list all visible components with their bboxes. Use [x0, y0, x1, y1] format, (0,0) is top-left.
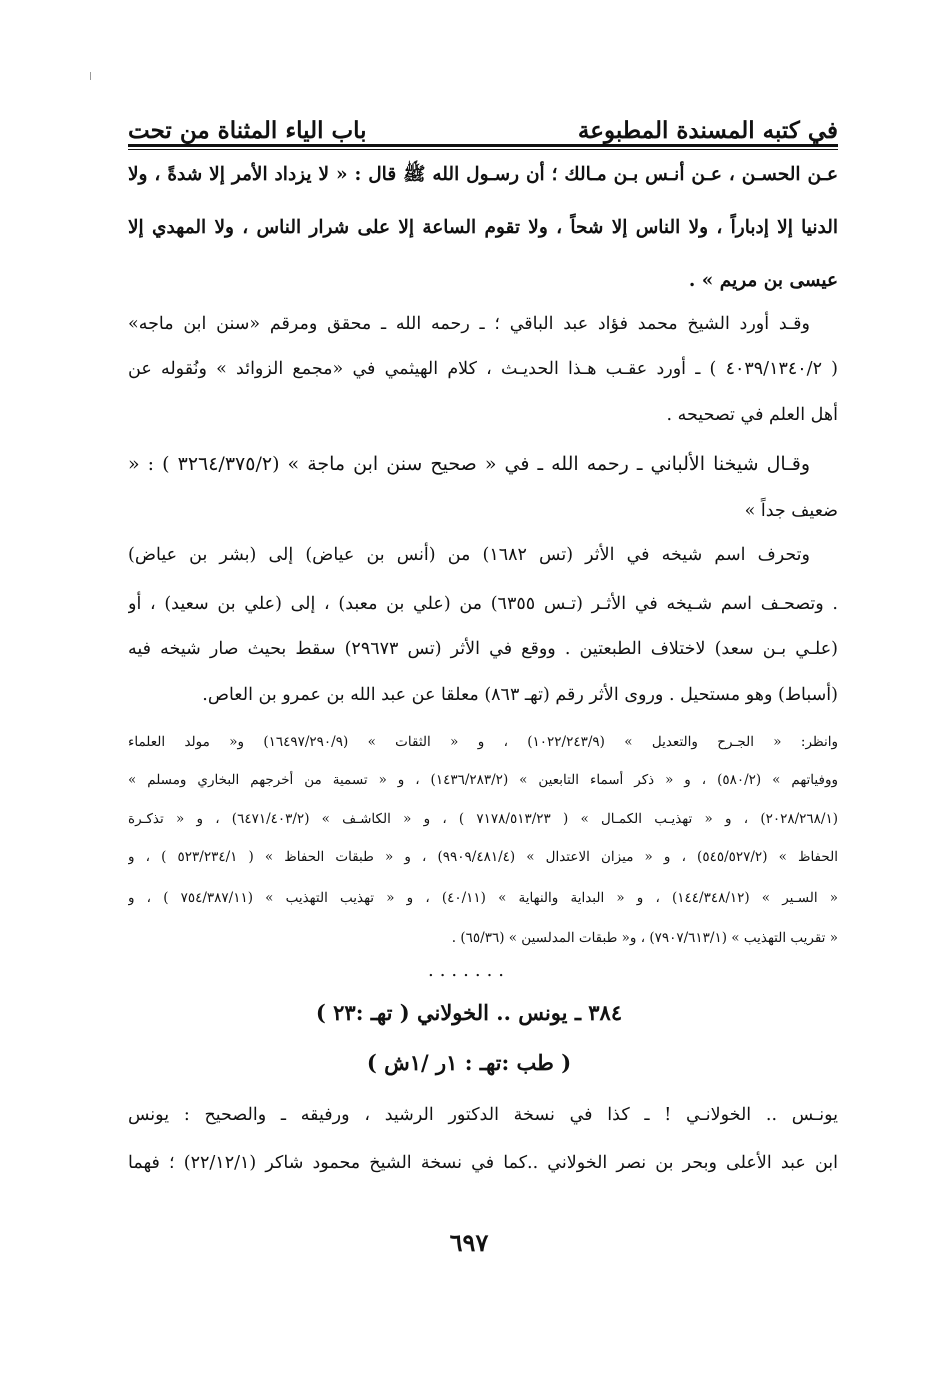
header-rule-thick: [128, 144, 838, 147]
footnote-line: (٢٠٢٨/٢٦٨/١) ، و « تهذيـب الكمـال » ( ٧١٧٨/٥١٣/٢٣ ) ، و « الكاشـف » (٦٤٧١/٤٠٣/٢) ، و « تذكـرة: [128, 811, 838, 827]
entry-line: يونـس .. الخولانـي ! ـ كذا في نسخة الدكتور الرشيد ، ورفيقه ـ والصحيح : يونس: [128, 1105, 838, 1125]
header-right-title: في كتبه المسندة المطبوعة: [577, 117, 838, 144]
body-line: عـن الحسـن ، عـن أنـس بـن مـالك ؛ أن رسـول الله ﷺ قال : « لا يزداد الأمر إلا شدةً ، ولا: [128, 164, 838, 185]
scan-mark: [90, 72, 91, 80]
body-line: ( ٤٠٣٩/١٣٤٠/٢ ) ـ أورد عقـب هـذا الحديـث ، كلام الهيثمي في «مجمع الزوائد » ونُقوله عن: [128, 359, 838, 379]
body-line: . وتصحـف اسم شـيخه في الأثـر (تـس ٦٣٥٥) من (علي بن معبد) ، إلى (علي بن سعيد) ، أو: [128, 594, 838, 614]
body-line: وقـال شيخنا الألباني ـ رحمه الله ـ في « صحيح سنن ابن ماجة » (٣٢٦٤/٣٧٥/٢ ) : «: [128, 453, 810, 475]
body-line: أهل العلم في تصحيحه .: [666, 405, 838, 425]
footnote-line: ووفياتهم » (٥٨٠/٢) ، و « ذكر أسماء التابعين » (١٤٣٦/٢٨٣/٢) ، و « تسمية من أخرجهم البخاري ومسلم »: [128, 772, 838, 788]
body-line: وتحرف اسم شيخه في الأثر (تس ١٦٨٢) من (أنس بن عياض) إلى (بشر بن عياض): [128, 545, 810, 565]
body-line: عيسى بن مريم » .: [688, 270, 838, 291]
running-header: [128, 96, 838, 144]
footnote-line: « السـير » (١٤٤/٣٤٨/١٢) ، و « البداية والنهاية » (٤٠/١١) ، و « تهذيب التهذيب » (٧٥٤/٣٨٧/١١ ) ، و: [128, 890, 838, 906]
header-rule-thin: [128, 149, 838, 150]
header-left-title: باب الياء المثناة من تحت: [128, 117, 367, 144]
entry-title: ٣٨٤ ـ يونس .. الخولاني ( تهـ :٢٣ ): [315, 1000, 623, 1025]
body-line: ضعيف جداً »: [744, 501, 838, 521]
entry-codes: ( طب :تهـ : ١ر /١ش ): [366, 1050, 572, 1075]
body-line: (علـي بـن سعد) لاختلاف الطبعتين . ووقع في الأثر (تس ٢٩٦٧٣) سقط بحيث صار شيخه فيه: [128, 639, 838, 659]
body-line: وقـد أورد الشيخ محمد فؤاد عبد الباقي ؛ ـ رحمه الله ـ محقق ومرقم «سنن ابن ماجه»: [128, 314, 810, 334]
body-line: (أسباط) وهو مستحيل . وروى الأثر رقم (تهـ ٨٦٣) معلقا عن عبد الله بن عمرو بن العاص.: [202, 685, 838, 705]
footnote-line: الحفاظ » (٥٤٥/٥٢٧/٢) ، و « ميزان الاعتدال » (٩٩٠٩/٤٨١/٤) ، و « طبقات الحفاظ » ( ٥٢٣/٢٣٤/١ ) ، و: [128, 849, 838, 865]
entry-line: ابن عبد الأعلى وبحر بن نصر الخولاني ..كما في نسخة الشيخ محمود شاكر (٢٢/١٢/١) ؛ فهما: [128, 1153, 838, 1173]
page-number: ٦٩٧: [449, 1228, 489, 1257]
body-line: الدنيا إلا إدباراً ، ولا الناس إلا شحاً ، ولا تقوم الساعة إلا على شرار الناس ، ولا المهدي إلا: [128, 217, 838, 238]
section-separator: .......: [427, 960, 511, 981]
footnote-line: وانظر: « الجـرح والتعديل » (١٠٢٢/٢٤٣/٩) ، و « الثقات » (١٦٤٩٧/٢٩٠/٩) و« مولد العلماء: [128, 734, 838, 750]
footnote-line: « تقريب التهذيب » (٧٩٠٧/٦١٣/١) ، و« طبقات المدلسين » (٦٥/٣٦) .: [451, 930, 838, 946]
